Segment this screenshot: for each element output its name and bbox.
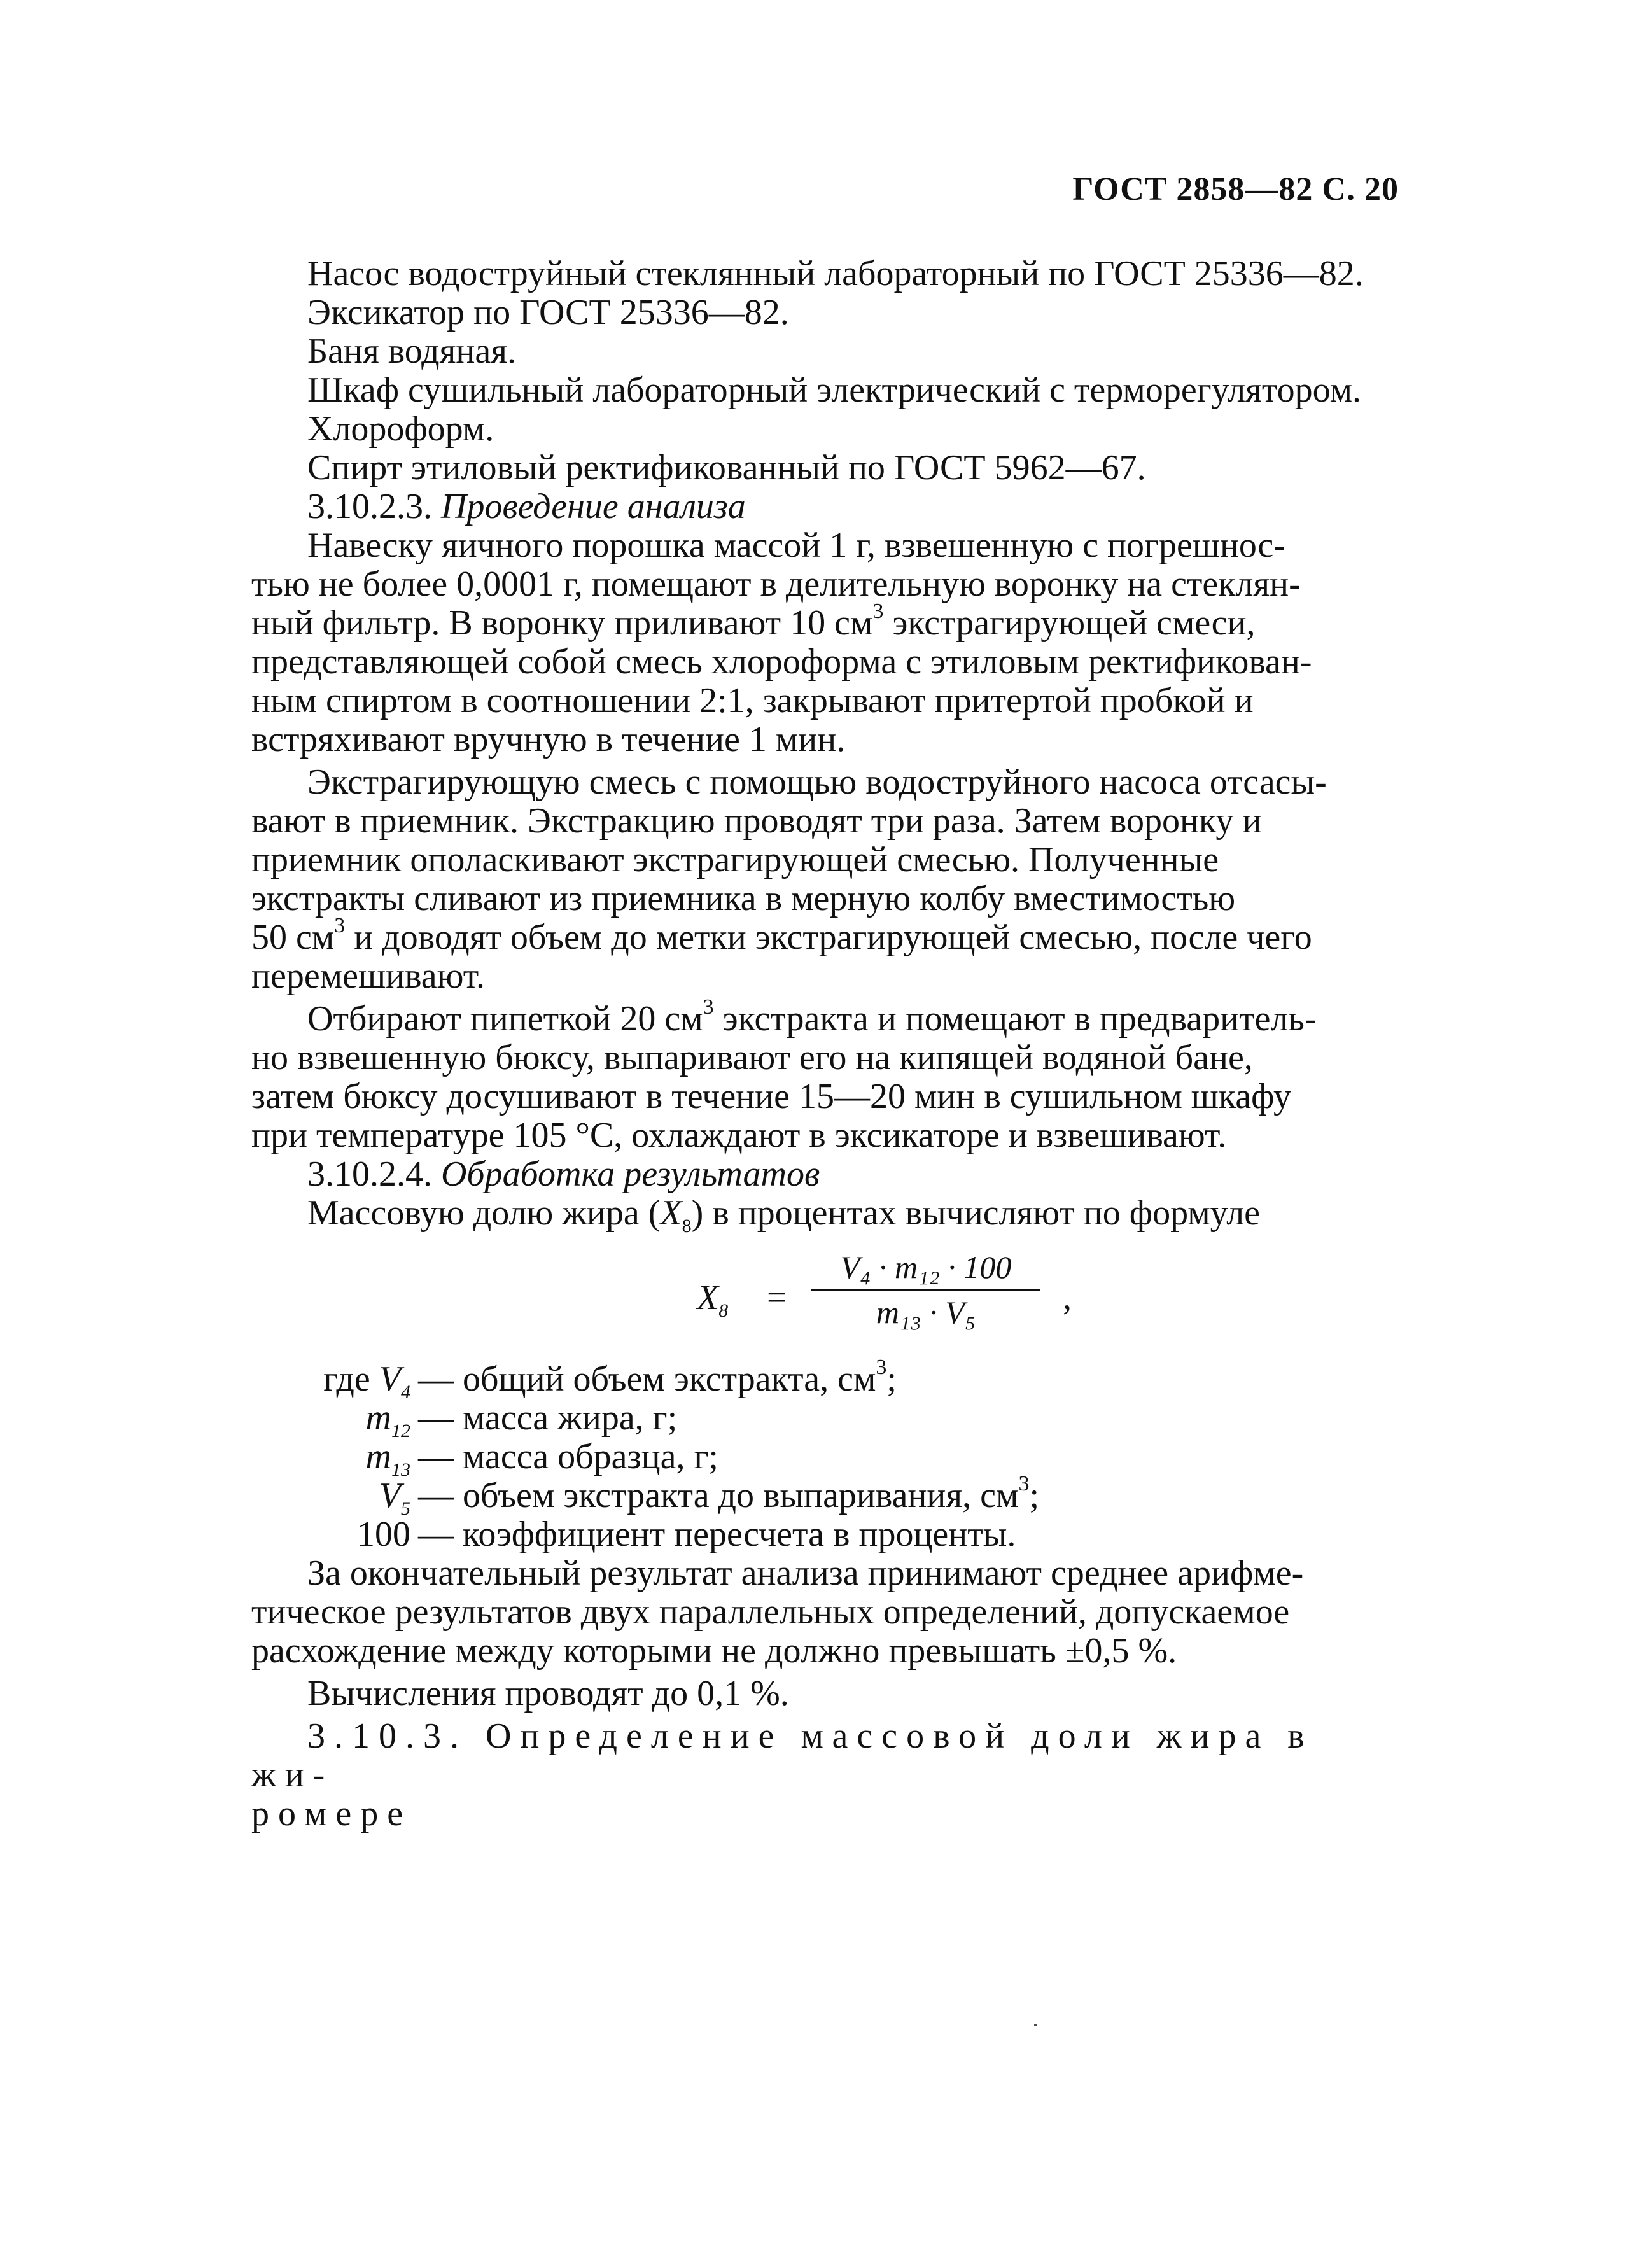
definition-symbol: $m_{12}$ [365,1398,410,1441]
formula-fraction [805,1248,1047,1331]
definition-text: — масса жира, г; [418,1398,678,1438]
document-body [251,255,1403,1833]
definition-text: — объем экстракта до выпаривания, $см^3$; [418,1472,1040,1515]
formula-intro: Массовую долю жира $(X_8)$ в процентах вычисляют по формуле [307,1193,1261,1237]
text-line: приемник ополаскивают экстрагирующей смесью. Полученные [251,840,1219,879]
text-line: За окончательный результат анализа принимают среднее арифме- [307,1553,1304,1593]
fat-fraction-formula [251,1248,1403,1343]
definition-symbol: $V_5$ [379,1476,410,1519]
text-line: ромере [251,1794,412,1833]
text-line: тическое результатов двух параллельных определений, допускаемое [251,1592,1290,1632]
text-line: 50 $см^3$ и доводят объем до метки экстрагирующей смесью, после чего [251,914,1312,957]
definition-symbol: где $V_4$ [323,1359,410,1403]
formula-equals: = [767,1278,787,1317]
section-number: 3.10.2.4. [307,1154,432,1194]
text-line: тью не более 0,0001 г, помещают в делительную воронку на стеклян- [251,564,1301,604]
definition-text: — общий объем экстракта, $см^3$; [418,1356,897,1399]
equipment-item: Шкаф сушильный лабораторный электрический с терморегулятором. [307,370,1362,410]
section-number: 3.10.2.3. [307,487,432,526]
section-heading-3-10-2-4 [251,1155,1403,1194]
equipment-item: Баня водяная. [307,332,517,371]
definition-text: — масса образца, г; [418,1437,718,1476]
paragraph-precision: Вычисления проводят до 0,1 %. [307,1674,789,1713]
text-line: при температуре 105 °С, охлаждают в эксикаторе и взвешивают. [251,1116,1227,1155]
definition-symbol: $m_{13}$ [365,1437,410,1480]
text-line: вают в приемник. Экстракцию проводят три раза. Затем воронку и [251,801,1262,841]
formula-comma: , [1063,1278,1072,1317]
paragraph-evaporation [251,995,1403,1155]
formula-numerator: V₄ · m₁₂ · 100 [840,1249,1012,1285]
equipment-item: Эксикатор по ГОСТ 25336—82. [307,293,789,332]
definition-text: — коэффициент пересчета в проценты. [418,1515,1016,1554]
paragraph-extraction [251,763,1403,996]
section-heading-3-10-3 [251,1717,1403,1833]
text-line: ным спиртом в соотношении 2:1, закрывают притертой пробкой и [251,681,1254,720]
definition-symbol: 100 [357,1515,410,1554]
section-title: Проведение анализа [441,487,746,526]
definition-row [251,1356,1403,1403]
formula-denominator: m₁₃ · V₅ [876,1294,976,1330]
section-title: Обработка результатов [441,1154,820,1194]
equipment-item: Хлороформ. [307,409,494,449]
text-line: Навеску яичного порошка массой 1 г, взвешенную с погрешнос- [307,526,1285,565]
text-line: но взвешенную бюксу, выпаривают его на кипящей водяной бане, [251,1038,1253,1077]
formula-lhs: $X_8$ [697,1278,729,1321]
text-line: перемешивают. [251,956,485,996]
text-line: встряхивают вручную в течение 1 мин. [251,720,846,759]
text-line: Отбирают пипеткой 20 $см^3$ экстракта и помещают в предваритель- [307,995,1317,1039]
text-line: ный фильтр. В воронку приливают 10 $см^3$ экстрагирующей смеси, [251,599,1256,643]
paragraph-final-result [251,1554,1403,1671]
scan-speck [1034,2024,1037,2026]
text-line: представляющей собой смесь хлороформа с этиловым ректификован- [251,642,1312,682]
fraction-bar [811,1289,1040,1291]
text-line: экстракты сливают из приемника в мерную колбу вместимостью [251,879,1236,918]
variable-definitions [251,1356,1403,1554]
definition-row [251,1437,1403,1480]
equipment-item: Насос водоструйный стеклянный лабораторный по ГОСТ 25336—82. [307,254,1364,293]
definition-row [251,1472,1403,1519]
definition-row [251,1398,1403,1441]
definition-row [251,1515,1403,1554]
section-heading-3-10-2-3 [251,487,1403,526]
paragraph-sample [251,526,1403,759]
equipment-item: Спирт этиловый ректификованный по ГОСТ 5962—67. [307,448,1146,487]
text-line: расхождение между которыми не должно превышать ±0,5 %. [251,1631,1177,1671]
text-line: затем бюксу досушивают в течение 15—20 мин в сушильном шкафу [251,1077,1292,1116]
page-header: ГОСТ 2858—82 С. 20 [1072,171,1399,207]
text-line: 3.10.3. Определение массовой доли жира в жи- [251,1716,1313,1795]
text-line: Экстрагирующую смесь с помощью водоструйного насоса отсасы- [307,762,1327,802]
